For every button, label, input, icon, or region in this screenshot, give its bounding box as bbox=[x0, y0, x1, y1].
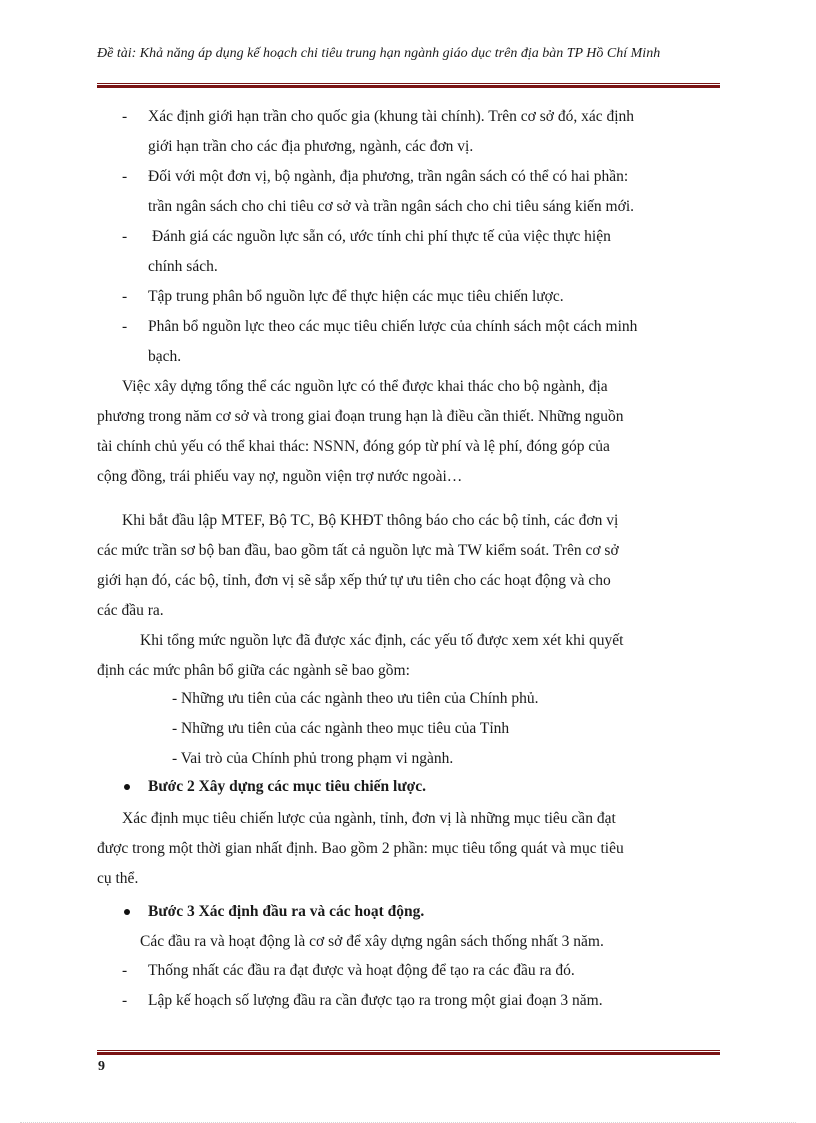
paragraph-line: được trong một thời gian nhất định. Bao gồm 2 phần: mục tiêu tổng quát và mục tiêu bbox=[97, 840, 624, 857]
paragraph-line: định các mức phân bổ giữa các ngành sẽ bao gồm: bbox=[97, 662, 410, 679]
paragraph-line: các mức trần sơ bộ ban đầu, bao gồm tất cả nguồn lực mà TW kiểm soát. Trên cơ sở bbox=[97, 542, 619, 559]
paragraph-line: Khi bắt đầu lập MTEF, Bộ TC, Bộ KHĐT thông báo cho các bộ tỉnh, các đơn vị bbox=[122, 512, 619, 529]
bullet-icon bbox=[124, 909, 130, 915]
paragraph-line: các đầu ra. bbox=[97, 602, 164, 619]
header-rule bbox=[97, 83, 720, 88]
list-item-continuation: trần ngân sách cho chi tiêu cơ sở và trần ngân sách cho chi tiêu sáng kiến mới. bbox=[148, 198, 634, 215]
list-item-continuation: bạch. bbox=[148, 348, 182, 365]
step-3-heading: Bước 3 Xác định đầu ra và các hoạt động. bbox=[148, 903, 425, 920]
paragraph-line: Xác định mục tiêu chiến lược của ngành, tỉnh, đơn vị là những mục tiêu cần đạt bbox=[122, 810, 616, 827]
list-dash: - bbox=[122, 962, 128, 979]
paragraph-line: Việc xây dựng tổng thể các nguồn lực có thể được khai thác cho bộ ngành, địa bbox=[122, 378, 608, 395]
paragraph-line: Khi tổng mức nguồn lực đã được xác định, các yếu tố được xem xét khi quyết bbox=[140, 632, 624, 649]
list-dash: - bbox=[122, 288, 128, 305]
paragraph-line: cộng đồng, trái phiếu vay nợ, nguồn viện trợ nước ngoài… bbox=[97, 468, 463, 485]
list-item-continuation: chính sách. bbox=[148, 258, 218, 275]
list-item: Tập trung phân bổ nguồn lực để thực hiện các mục tiêu chiến lược. bbox=[148, 288, 564, 305]
list-item: Đánh giá các nguồn lực sẵn có, ước tính chi phí thực tế của việc thực hiện bbox=[152, 228, 611, 245]
sub-list-item: - Những ưu tiên của các ngành theo mục tiêu của Tỉnh bbox=[172, 720, 510, 737]
list-item: Phân bổ nguồn lực theo các mục tiêu chiến lược của chính sách một cách minh bbox=[148, 318, 638, 335]
list-dash: - bbox=[122, 992, 128, 1009]
header-title: Đề tài: Khả năng áp dụng kế hoạch chi tiêu trung hạn ngành giáo dục trên địa bàn TP Hồ Chí Minh bbox=[97, 46, 661, 61]
step-2-heading: Bước 2 Xây dựng các mục tiêu chiến lược. bbox=[148, 778, 426, 795]
sub-list-item: - Vai trò của Chính phủ trong phạm vi ngành. bbox=[172, 750, 454, 767]
bullet-icon bbox=[124, 784, 130, 790]
footer-rule bbox=[97, 1050, 720, 1055]
paragraph-line: cụ thể. bbox=[97, 870, 139, 887]
list-item: Đối với một đơn vị, bộ ngành, địa phương, trần ngân sách có thể có hai phần: bbox=[148, 168, 629, 185]
list-dash: - bbox=[122, 108, 128, 125]
list-item-continuation: giới hạn trần cho các địa phương, ngành, các đơn vị. bbox=[148, 138, 474, 155]
list-dash: - bbox=[122, 228, 128, 245]
page-number: 9 bbox=[98, 1059, 105, 1074]
paragraph-line: giới hạn đó, các bộ, tỉnh, đơn vị sẽ sắp xếp thứ tự ưu tiên cho các hoạt động và cho bbox=[97, 572, 611, 589]
list-item: Lập kế hoạch số lượng đầu ra cần được tạo ra trong một giai đoạn 3 năm. bbox=[148, 992, 603, 1009]
list-item: Thống nhất các đầu ra đạt được và hoạt động để tạo ra các đầu ra đó. bbox=[148, 962, 575, 979]
list-item: Xác định giới hạn trần cho quốc gia (khung tài chính). Trên cơ sở đó, xác định bbox=[148, 108, 635, 125]
sub-list-item: - Những ưu tiên của các ngành theo ưu tiên của Chính phủ. bbox=[172, 690, 539, 707]
paragraph-line: tài chính chủ yếu có thể khai thác: NSNN, đóng góp từ phí và lệ phí, đóng góp của bbox=[97, 438, 610, 455]
paragraph-line: phương trong năm cơ sở và trong giai đoạn trung hạn là điều cần thiết. Những nguồn bbox=[97, 408, 624, 425]
list-dash: - bbox=[122, 168, 128, 185]
list-dash: - bbox=[122, 318, 128, 335]
paragraph-line: Các đầu ra và hoạt động là cơ sở để xây dựng ngân sách thống nhất 3 năm. bbox=[140, 933, 604, 950]
